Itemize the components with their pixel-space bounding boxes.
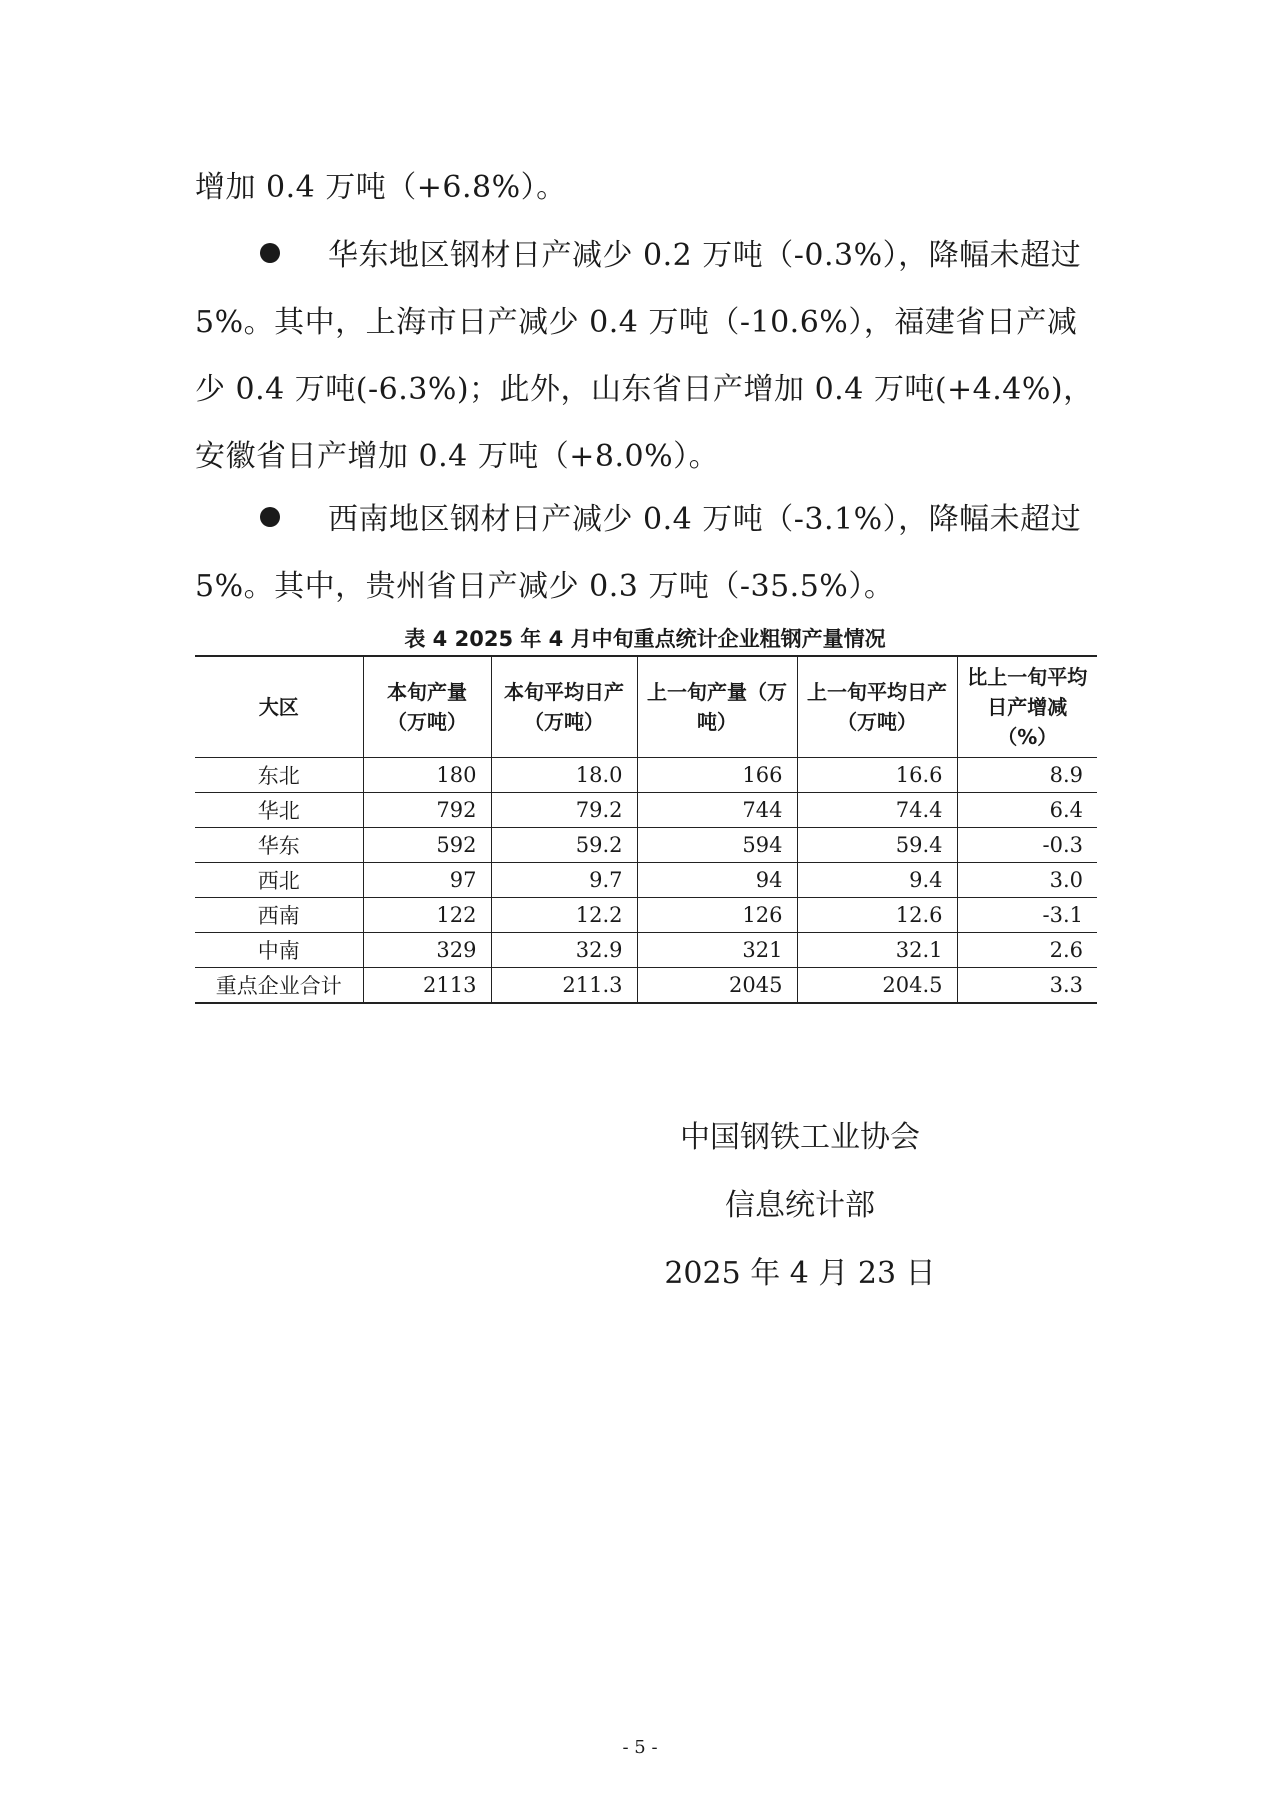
cell-region: 华东 [195, 828, 363, 863]
cell-value: 166 [637, 758, 797, 793]
cell-value: 122 [363, 898, 491, 933]
cell-value: -0.3 [957, 828, 1097, 863]
cell-region: 东北 [195, 758, 363, 793]
cell-region: 重点企业合计 [195, 968, 363, 1004]
paragraph-southwest-text: 西南地区钢材日产减少 0.4 万吨（-3.1%），降幅未超过 5%。其中，贵州省日产减少 0.3 万吨（-35.5%）。 [195, 502, 1082, 604]
cell-value: 12.6 [797, 898, 957, 933]
bullet-icon [260, 507, 280, 527]
header-region: 大区 [195, 656, 363, 758]
cell-region: 西南 [195, 898, 363, 933]
cell-value: 329 [363, 933, 491, 968]
cell-value: 94 [637, 863, 797, 898]
header-previous-daily: 上一旬平均日产（万吨） [797, 656, 957, 758]
cell-region: 西北 [195, 863, 363, 898]
cell-value: 97 [363, 863, 491, 898]
cell-value: 126 [637, 898, 797, 933]
cell-value: 594 [637, 828, 797, 863]
table-row [195, 793, 1097, 828]
table-row [195, 863, 1097, 898]
table-total-row [195, 968, 1097, 1004]
bullet-icon [260, 243, 280, 263]
signature-date: 2025 年 4 月 23 日 [664, 1256, 936, 1291]
cell-value: 32.1 [797, 933, 957, 968]
cell-value: 211.3 [491, 968, 637, 1004]
signature-organization: 中国钢铁工业协会 [680, 1120, 920, 1155]
cell-region: 中南 [195, 933, 363, 968]
cell-value: 744 [637, 793, 797, 828]
cell-value: 12.2 [491, 898, 637, 933]
steel-output-table [195, 655, 1097, 1004]
header-current-daily: 本旬平均日产（万吨） [491, 656, 637, 758]
table-title: 表 4 2025 年 4 月中旬重点统计企业粗钢产量情况 [404, 627, 886, 651]
table-header-row [195, 656, 1097, 758]
cell-value: 18.0 [491, 758, 637, 793]
cell-value: 592 [363, 828, 491, 863]
cell-value: 3.0 [957, 863, 1097, 898]
cell-value: 79.2 [491, 793, 637, 828]
cell-value: 180 [363, 758, 491, 793]
table-row [195, 828, 1097, 863]
cell-value: -3.1 [957, 898, 1097, 933]
cell-value: 321 [637, 933, 797, 968]
cell-value: 32.9 [491, 933, 637, 968]
paragraph-east-china [195, 222, 1095, 490]
header-change-percent: 比上一旬平均日产增减（%） [957, 656, 1097, 758]
cell-value: 2113 [363, 968, 491, 1004]
cell-value: 6.4 [957, 793, 1097, 828]
cell-region: 华北 [195, 793, 363, 828]
cell-value: 59.2 [491, 828, 637, 863]
table-row [195, 758, 1097, 793]
paragraph-east-china-text: 华东地区钢材日产减少 0.2 万吨（-0.3%），降幅未超过 5%。其中，上海市日产减少 0.4 万吨（-10.6%），福建省日产减少 0.4 万吨(-6.3%)；此外，山东省日产增加 0.4 万吨(+4.4%)，安徽省日产增加 0.4 万吨（+8.0%）。 [195, 238, 1094, 474]
table-row [195, 933, 1097, 968]
page-number: - 5 - [622, 1737, 658, 1758]
cell-value: 9.7 [491, 863, 637, 898]
cell-value: 59.4 [797, 828, 957, 863]
cell-value: 2.6 [957, 933, 1097, 968]
cell-value: 16.6 [797, 758, 957, 793]
header-previous-output: 上一旬产量（万吨） [637, 656, 797, 758]
cell-value: 3.3 [957, 968, 1097, 1004]
paragraph-continued: 增加 0.4 万吨（+6.8%）。 [195, 170, 567, 205]
signature-department: 信息统计部 [725, 1188, 875, 1223]
cell-value: 9.4 [797, 863, 957, 898]
cell-value: 204.5 [797, 968, 957, 1004]
cell-value: 792 [363, 793, 491, 828]
cell-value: 74.4 [797, 793, 957, 828]
cell-value: 2045 [637, 968, 797, 1004]
paragraph-southwest [195, 486, 1095, 620]
cell-value: 8.9 [957, 758, 1097, 793]
table-row [195, 898, 1097, 933]
header-current-output: 本旬产量（万吨） [363, 656, 491, 758]
